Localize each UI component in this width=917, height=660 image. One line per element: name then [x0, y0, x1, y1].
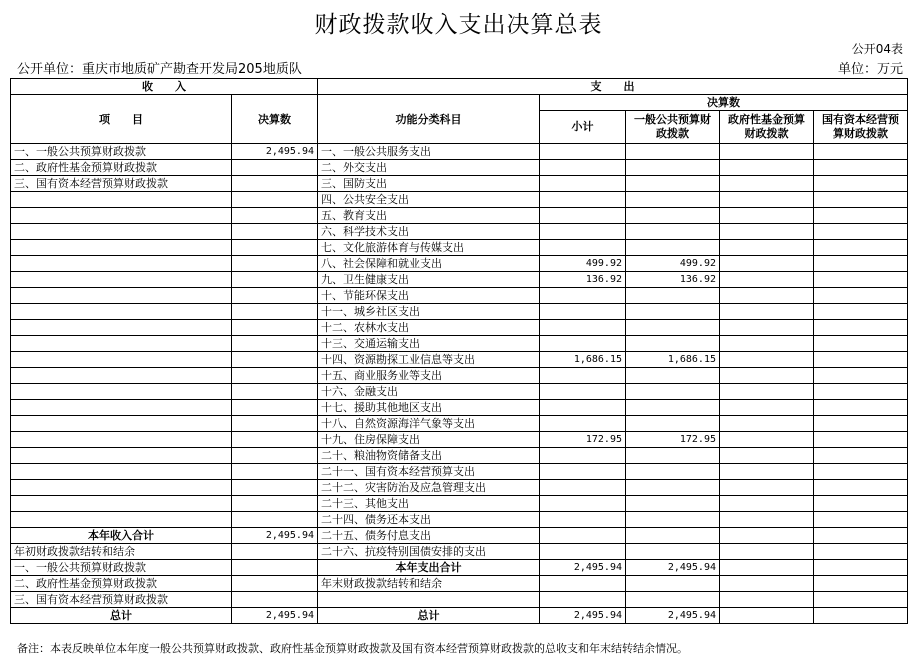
state-capital-cell	[814, 336, 908, 352]
footnote: 备注：本表反映单位本年度一般公共预算财政拨款、政府性基金预算财政拨款及国有资本经营预算财政拨款的总收支和年末结转结余情况。	[17, 642, 688, 655]
final-amount-header: 决算数	[540, 95, 908, 111]
function-header: 功能分类科目	[318, 95, 540, 144]
table-row	[11, 384, 908, 400]
gov-fund-cell	[720, 208, 814, 224]
expense-item-cell: 二十六、抗疫特别国债安排的支出	[318, 544, 540, 560]
expense-item-cell: 二、外交支出	[318, 160, 540, 176]
general-budget-cell: 172.95	[626, 432, 720, 448]
gov-fund-cell	[720, 320, 814, 336]
general-budget-cell	[626, 528, 720, 544]
income-amount-cell	[232, 352, 318, 368]
gov-fund-cell	[720, 352, 814, 368]
state-capital-cell	[814, 528, 908, 544]
income-item-cell	[11, 240, 232, 256]
income-amount-cell	[232, 176, 318, 192]
gov-fund-cell	[720, 192, 814, 208]
general-budget-cell	[626, 384, 720, 400]
subtotal-cell: 136.92	[540, 272, 626, 288]
table-row	[11, 336, 908, 352]
expense-item-cell: 六、科学技术支出	[318, 224, 540, 240]
subtotal-cell	[540, 336, 626, 352]
expense-item-cell: 总计	[318, 608, 540, 624]
state-capital-cell	[814, 576, 908, 592]
subtotal-cell	[540, 464, 626, 480]
income-amount-cell: 2,495.94	[232, 528, 318, 544]
gov-fund-cell	[720, 592, 814, 608]
income-item-cell	[11, 208, 232, 224]
subtotal-cell	[540, 480, 626, 496]
general-budget-cell	[626, 592, 720, 608]
income-amount-cell	[232, 416, 318, 432]
gov-fund-cell	[720, 176, 814, 192]
general-budget-cell	[626, 400, 720, 416]
header-row-2	[11, 95, 908, 111]
income-amount-cell	[232, 224, 318, 240]
general-budget-cell	[626, 304, 720, 320]
expense-item-cell: 二十二、灾害防治及应急管理支出	[318, 480, 540, 496]
gov-fund-cell	[720, 480, 814, 496]
budget-header: 决算数	[232, 95, 318, 144]
table-row	[11, 480, 908, 496]
expense-item-cell: 十三、交通运输支出	[318, 336, 540, 352]
general-budget-cell	[626, 240, 720, 256]
general-budget-cell	[626, 336, 720, 352]
income-amount-cell	[232, 512, 318, 528]
subtotal-cell	[540, 400, 626, 416]
general-budget-cell	[626, 320, 720, 336]
gov-fund-cell	[720, 144, 814, 160]
expense-item-cell: 八、社会保障和就业支出	[318, 256, 540, 272]
income-item-cell	[11, 432, 232, 448]
income-amount-cell	[232, 208, 318, 224]
income-item-cell	[11, 400, 232, 416]
subtotal-cell	[540, 368, 626, 384]
expense-item-cell: 十八、自然资源海洋气象等支出	[318, 416, 540, 432]
state-capital-cell	[814, 288, 908, 304]
general-budget-cell	[626, 416, 720, 432]
subtotal-cell	[540, 576, 626, 592]
income-item-cell	[11, 224, 232, 240]
gov-fund-cell	[720, 464, 814, 480]
table-row	[11, 608, 908, 624]
income-amount-cell	[232, 576, 318, 592]
state-capital-cell	[814, 208, 908, 224]
income-item-cell	[11, 256, 232, 272]
expense-item-cell: 二十三、其他支出	[318, 496, 540, 512]
subtotal-cell	[540, 288, 626, 304]
income-amount-cell	[232, 272, 318, 288]
general-budget-cell: 499.92	[626, 256, 720, 272]
gov-fund-cell	[720, 512, 814, 528]
form-number: 公开04表	[851, 42, 903, 56]
general-budget-cell	[626, 496, 720, 512]
state-capital-cell	[814, 400, 908, 416]
table-row	[11, 464, 908, 480]
income-amount-cell	[232, 256, 318, 272]
currency-unit: 单位：万元	[837, 62, 903, 77]
gov-fund-cell	[720, 576, 814, 592]
table-row	[11, 272, 908, 288]
income-amount-cell	[232, 464, 318, 480]
general-budget-header: 一般公共预算财政拨款	[626, 111, 720, 144]
state-capital-cell	[814, 432, 908, 448]
income-item-cell: 二、政府性基金预算财政拨款	[11, 576, 232, 592]
gov-fund-header: 政府性基金预算财政拨款	[720, 111, 814, 144]
expense-item-cell: 四、公共安全支出	[318, 192, 540, 208]
state-capital-cell	[814, 464, 908, 480]
subtotal-cell	[540, 384, 626, 400]
general-budget-cell	[626, 160, 720, 176]
gov-fund-cell	[720, 160, 814, 176]
budget-table	[10, 78, 908, 624]
income-amount-cell	[232, 400, 318, 416]
income-item-cell	[11, 352, 232, 368]
income-amount-cell	[232, 288, 318, 304]
state-capital-cell	[814, 480, 908, 496]
expense-item-cell: 十七、援助其他地区支出	[318, 400, 540, 416]
table-row	[11, 592, 908, 608]
state-capital-cell	[814, 416, 908, 432]
subtotal-cell	[540, 528, 626, 544]
general-budget-cell	[626, 144, 720, 160]
state-capital-cell	[814, 320, 908, 336]
gov-fund-cell	[720, 400, 814, 416]
income-item-cell	[11, 304, 232, 320]
income-item-cell	[11, 496, 232, 512]
general-budget-cell	[626, 192, 720, 208]
income-amount-cell	[232, 560, 318, 576]
income-amount-cell	[232, 448, 318, 464]
general-budget-cell	[626, 208, 720, 224]
subtotal-cell: 499.92	[540, 256, 626, 272]
expense-item-cell: 五、教育支出	[318, 208, 540, 224]
income-amount-cell	[232, 432, 318, 448]
income-item-cell: 本年收入合计	[11, 528, 232, 544]
table-row	[11, 160, 908, 176]
expense-item-cell: 九、卫生健康支出	[318, 272, 540, 288]
subtotal-cell	[540, 448, 626, 464]
gov-fund-cell	[720, 432, 814, 448]
table-row	[11, 368, 908, 384]
subtotal-cell: 2,495.94	[540, 560, 626, 576]
general-budget-cell	[626, 224, 720, 240]
income-item-cell	[11, 336, 232, 352]
income-amount-cell	[232, 320, 318, 336]
state-capital-cell	[814, 176, 908, 192]
income-item-cell	[11, 512, 232, 528]
gov-fund-cell	[720, 544, 814, 560]
unit-row	[17, 58, 903, 76]
income-item-cell	[11, 416, 232, 432]
expense-item-cell: 十四、资源勘探工业信息等支出	[318, 352, 540, 368]
gov-fund-cell	[720, 560, 814, 576]
gov-fund-cell	[720, 256, 814, 272]
income-amount-cell	[232, 240, 318, 256]
state-capital-cell	[814, 144, 908, 160]
subtotal-header: 小计	[540, 111, 626, 144]
gov-fund-cell	[720, 448, 814, 464]
state-capital-cell	[814, 496, 908, 512]
general-budget-cell	[626, 288, 720, 304]
state-capital-header: 国有资本经营预算财政拨款	[814, 111, 908, 144]
expense-item-cell: 本年支出合计	[318, 560, 540, 576]
subtotal-cell	[540, 304, 626, 320]
subtotal-cell	[540, 224, 626, 240]
subtotal-cell	[540, 240, 626, 256]
income-item-cell: 二、政府性基金预算财政拨款	[11, 160, 232, 176]
general-budget-cell	[626, 480, 720, 496]
gov-fund-cell	[720, 240, 814, 256]
income-amount-cell	[232, 496, 318, 512]
income-amount-cell	[232, 368, 318, 384]
income-item-cell: 三、国有资本经营预算财政拨款	[11, 176, 232, 192]
income-item-cell	[11, 464, 232, 480]
expense-item-cell: 十二、农林水支出	[318, 320, 540, 336]
expense-item-cell: 十五、商业服务业等支出	[318, 368, 540, 384]
general-budget-cell: 1,686.15	[626, 352, 720, 368]
income-amount-cell: 2,495.94	[232, 144, 318, 160]
income-item-cell: 一、一般公共预算财政拨款	[11, 144, 232, 160]
gov-fund-cell	[720, 528, 814, 544]
gov-fund-cell	[720, 608, 814, 624]
table-row	[11, 304, 908, 320]
state-capital-cell	[814, 304, 908, 320]
expense-item-cell: 十九、住房保障支出	[318, 432, 540, 448]
table-row	[11, 416, 908, 432]
expense-item-cell: 二十一、国有资本经营预算支出	[318, 464, 540, 480]
state-capital-cell	[814, 160, 908, 176]
income-item-cell: 总计	[11, 608, 232, 624]
header-row-1	[11, 79, 908, 95]
income-item-cell	[11, 448, 232, 464]
subtotal-cell	[540, 192, 626, 208]
table-row	[11, 352, 908, 368]
general-budget-cell	[626, 368, 720, 384]
table-row	[11, 496, 908, 512]
table-row	[11, 144, 908, 160]
gov-fund-cell	[720, 368, 814, 384]
table-row	[11, 208, 908, 224]
table-row	[11, 432, 908, 448]
general-budget-cell	[626, 544, 720, 560]
table-row	[11, 288, 908, 304]
table-row	[11, 256, 908, 272]
subtotal-cell	[540, 160, 626, 176]
gov-fund-cell	[720, 288, 814, 304]
gov-fund-cell	[720, 496, 814, 512]
expense-item-cell: 二十四、债务还本支出	[318, 512, 540, 528]
subtotal-cell	[540, 512, 626, 528]
subtotal-cell	[540, 208, 626, 224]
table-row	[11, 512, 908, 528]
income-item-cell: 一、一般公共预算财政拨款	[11, 560, 232, 576]
income-item-cell	[11, 480, 232, 496]
state-capital-cell	[814, 544, 908, 560]
income-item-cell: 三、国有资本经营预算财政拨款	[11, 592, 232, 608]
subtotal-cell	[540, 496, 626, 512]
state-capital-cell	[814, 592, 908, 608]
income-header: 收 入	[11, 79, 318, 95]
expense-item-cell: 年末财政拨款结转和结余	[318, 576, 540, 592]
table-row	[11, 560, 908, 576]
expense-item-cell	[318, 592, 540, 608]
expense-item-cell: 十、节能环保支出	[318, 288, 540, 304]
state-capital-cell	[814, 560, 908, 576]
subtotal-cell	[540, 416, 626, 432]
income-amount-cell	[232, 192, 318, 208]
income-amount-cell	[232, 592, 318, 608]
state-capital-cell	[814, 448, 908, 464]
state-capital-cell	[814, 512, 908, 528]
subtotal-cell: 172.95	[540, 432, 626, 448]
table-row	[11, 544, 908, 560]
table-row	[11, 192, 908, 208]
income-amount-cell	[232, 160, 318, 176]
state-capital-cell	[814, 384, 908, 400]
general-budget-cell	[626, 576, 720, 592]
expense-item-cell: 十六、金融支出	[318, 384, 540, 400]
subtotal-cell	[540, 544, 626, 560]
table-row	[11, 528, 908, 544]
subtotal-cell: 1,686.15	[540, 352, 626, 368]
income-item-cell	[11, 192, 232, 208]
subtotal-cell	[540, 592, 626, 608]
subtotal-cell	[540, 176, 626, 192]
income-amount-cell	[232, 480, 318, 496]
table-row	[11, 176, 908, 192]
income-amount-cell	[232, 544, 318, 560]
general-budget-cell: 136.92	[626, 272, 720, 288]
gov-fund-cell	[720, 336, 814, 352]
state-capital-cell	[814, 352, 908, 368]
general-budget-cell: 2,495.94	[626, 608, 720, 624]
subtotal-cell	[540, 320, 626, 336]
table-row	[11, 240, 908, 256]
table-row	[11, 400, 908, 416]
general-budget-cell	[626, 512, 720, 528]
state-capital-cell	[814, 256, 908, 272]
expense-item-cell: 三、国防支出	[318, 176, 540, 192]
state-capital-cell	[814, 240, 908, 256]
state-capital-cell	[814, 608, 908, 624]
gov-fund-cell	[720, 416, 814, 432]
expense-item-cell: 七、文化旅游体育与传媒支出	[318, 240, 540, 256]
gov-fund-cell	[720, 384, 814, 400]
income-amount-cell: 2,495.94	[232, 608, 318, 624]
subtotal-cell	[540, 144, 626, 160]
table-row	[11, 576, 908, 592]
income-amount-cell	[232, 384, 318, 400]
expense-item-cell: 一、一般公共服务支出	[318, 144, 540, 160]
general-budget-cell	[626, 176, 720, 192]
income-amount-cell	[232, 304, 318, 320]
gov-fund-cell	[720, 304, 814, 320]
expense-header: 支 出	[318, 79, 908, 95]
gov-fund-cell	[720, 224, 814, 240]
item-header: 项 目	[11, 95, 232, 144]
table-row	[11, 448, 908, 464]
expense-item-cell: 十一、城乡社区支出	[318, 304, 540, 320]
general-budget-cell	[626, 448, 720, 464]
income-item-cell	[11, 272, 232, 288]
income-item-cell	[11, 368, 232, 384]
page-title: 财政拨款收入支出决算总表	[314, 12, 603, 38]
income-amount-cell	[232, 336, 318, 352]
state-capital-cell	[814, 272, 908, 288]
table-row	[11, 224, 908, 240]
gov-fund-cell	[720, 272, 814, 288]
reporting-unit: 公开单位：重庆市地质矿产勘查开发局205地质队	[17, 62, 302, 77]
general-budget-cell: 2,495.94	[626, 560, 720, 576]
table-row	[11, 320, 908, 336]
state-capital-cell	[814, 192, 908, 208]
income-item-cell	[11, 320, 232, 336]
income-item-cell	[11, 288, 232, 304]
state-capital-cell	[814, 224, 908, 240]
income-item-cell: 年初财政拨款结转和结余	[11, 544, 232, 560]
expense-item-cell: 二十、粮油物资储备支出	[318, 448, 540, 464]
income-item-cell	[11, 384, 232, 400]
state-capital-cell	[814, 368, 908, 384]
subtotal-cell: 2,495.94	[540, 608, 626, 624]
expense-item-cell: 二十五、债务付息支出	[318, 528, 540, 544]
general-budget-cell	[626, 464, 720, 480]
